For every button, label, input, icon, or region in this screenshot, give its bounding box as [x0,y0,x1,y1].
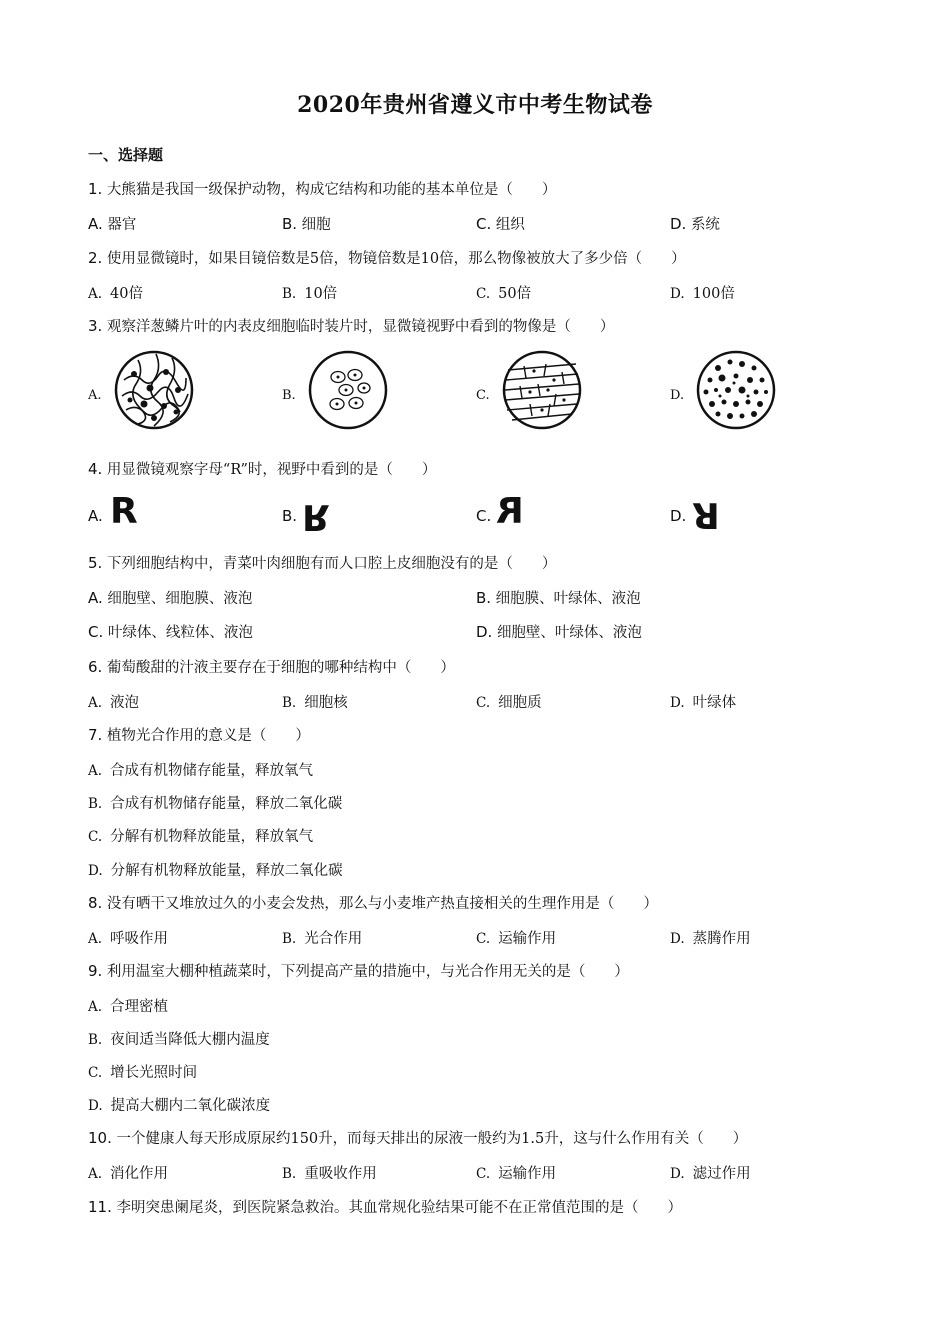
q1-option-c[interactable]: C. 组织 [476,215,525,233]
question-text: 没有晒干又堆放过久的小麦会发热，那么与小麦堆产热直接相关的生理作用是（ ） [106,896,658,912]
q10-option-d[interactable]: D. 滤过作用 [670,1166,751,1182]
q5-option-b[interactable]: B. 细胞膜、叶绿体、液泡 [476,589,641,607]
q6-option-a[interactable]: A. 液泡 [88,695,140,711]
question-text: 一个健康人每天形成原尿约150升，而每天排出的尿液一般约为1.5升，这与什么作用有关（ ） [116,1131,748,1147]
question-11 [88,1196,682,1217]
q9-option-a[interactable]: A. 合理密植 [88,999,169,1015]
question-10 [88,1127,747,1148]
question-5 [88,552,556,573]
question-text: 利用温室大棚种植蔬菜时，下列提高产量的措施中，与光合作用无关的是（ ） [106,964,629,980]
q5-option-a[interactable]: A. 细胞壁、细胞膜、液泡 [88,589,253,607]
question-4 [88,458,436,479]
question-number: 4. [88,460,103,478]
page-title: 2020年贵州省遵义市中考生物试卷 [297,92,653,118]
question-number: 7. [88,726,103,744]
question-text: 李明突患阑尾炎，到医院紧急救治。其血常规化验结果可能不在正常值范围的是（ ） [116,1200,682,1216]
q8-option-d[interactable]: D. 蒸腾作用 [670,931,751,947]
question-9 [88,960,629,981]
q6-option-d[interactable]: D. 叶绿体 [670,695,737,711]
question-3 [88,315,614,336]
section-heading: 一、选择题 [88,146,164,164]
question-7 [88,724,310,745]
q2-option-d[interactable]: D. 100倍 [670,286,735,302]
q10-option-b[interactable]: B. 重吸收作用 [282,1166,377,1182]
question-number: 8. [88,894,103,912]
question-text: 植物光合作用的意义是（ ） [106,728,310,744]
q9-option-d[interactable]: D. 提高大棚内二氧化碳浓度 [88,1098,271,1114]
question-text: 使用显微镜时，如果目镜倍数是5倍，物镜倍数是10倍，那么物像被放大了多少倍（ ） [106,251,686,267]
q7-option-c[interactable]: C. 分解有机物释放能量，释放氧气 [88,829,314,845]
question-number: 5. [88,554,103,572]
question-number: 3. [88,317,103,335]
epidermal-cell-image-c [502,350,582,430]
q6-option-c[interactable]: C. 细胞质 [476,695,542,711]
question-1 [88,178,556,199]
q1-option-b[interactable]: B. 细胞 [282,215,331,233]
r-letter-normal: R [110,491,138,532]
r-letter-flipped-horizontal: R [496,491,524,532]
q9-option-c[interactable]: C. 增长光照时间 [88,1065,198,1081]
q1-option-d[interactable]: D. 系统 [670,215,720,233]
question-6 [88,656,455,677]
q7-option-a[interactable]: A. 合成有机物储存能量，释放氧气 [88,763,314,779]
question-text: 用显微镜观察字母“R”时，视野中看到的是（ ） [106,462,437,478]
question-number: 11. [88,1198,112,1216]
question-number: 10. [88,1129,112,1147]
question-text: 大熊猫是我国一级保护动物，构成它结构和功能的基本单位是（ ） [106,182,557,198]
q8-option-a[interactable]: A. 呼吸作用 [88,931,169,947]
question-text: 观察洋葱鳞片叶的内表皮细胞临时装片时，显微镜视野中看到的物像是（ ） [106,319,615,335]
q7-option-d[interactable]: D. 分解有机物释放能量，释放二氧化碳 [88,863,343,879]
question-number: 9. [88,962,103,980]
oral-cell-image-b [308,350,388,430]
question-text: 下列细胞结构中，青菜叶肉细胞有而人口腔上皮细胞没有的是（ ） [106,556,557,572]
q1-option-a[interactable]: A. 器官 [88,215,137,233]
q8-option-c[interactable]: C. 运输作用 [476,931,557,947]
q5-option-d[interactable]: D. 细胞壁、叶绿体、液泡 [476,623,642,641]
blood-cell-image-d [696,350,776,430]
question-number: 2. [88,249,103,267]
question-number: 6. [88,658,103,676]
question-2 [88,247,686,268]
r-letter-rotated: R [692,494,720,535]
q5-option-c[interactable]: C. 叶绿体、线粒体、液泡 [88,623,253,641]
r-letter-flipped-vertical: R [302,496,330,537]
q6-option-b[interactable]: B. 细胞核 [282,695,348,711]
q2-option-b[interactable]: B. 10倍 [282,286,338,302]
question-number: 1. [88,180,103,198]
q7-option-b[interactable]: B. 合成有机物储存能量，释放二氧化碳 [88,796,343,812]
q8-option-b[interactable]: B. 光合作用 [282,931,363,947]
onion-cell-image-a [114,350,194,430]
q2-option-a[interactable]: A. 40倍 [88,286,143,302]
q9-option-b[interactable]: B. 夜间适当降低大棚内温度 [88,1032,270,1048]
q10-option-a[interactable]: A. 消化作用 [88,1166,169,1182]
question-8 [88,892,658,913]
q2-option-c[interactable]: C. 50倍 [476,286,532,302]
q10-option-c[interactable]: C. 运输作用 [476,1166,557,1182]
question-text: 葡萄酸甜的汁液主要存在于细胞的哪种结构中（ ） [106,660,455,676]
